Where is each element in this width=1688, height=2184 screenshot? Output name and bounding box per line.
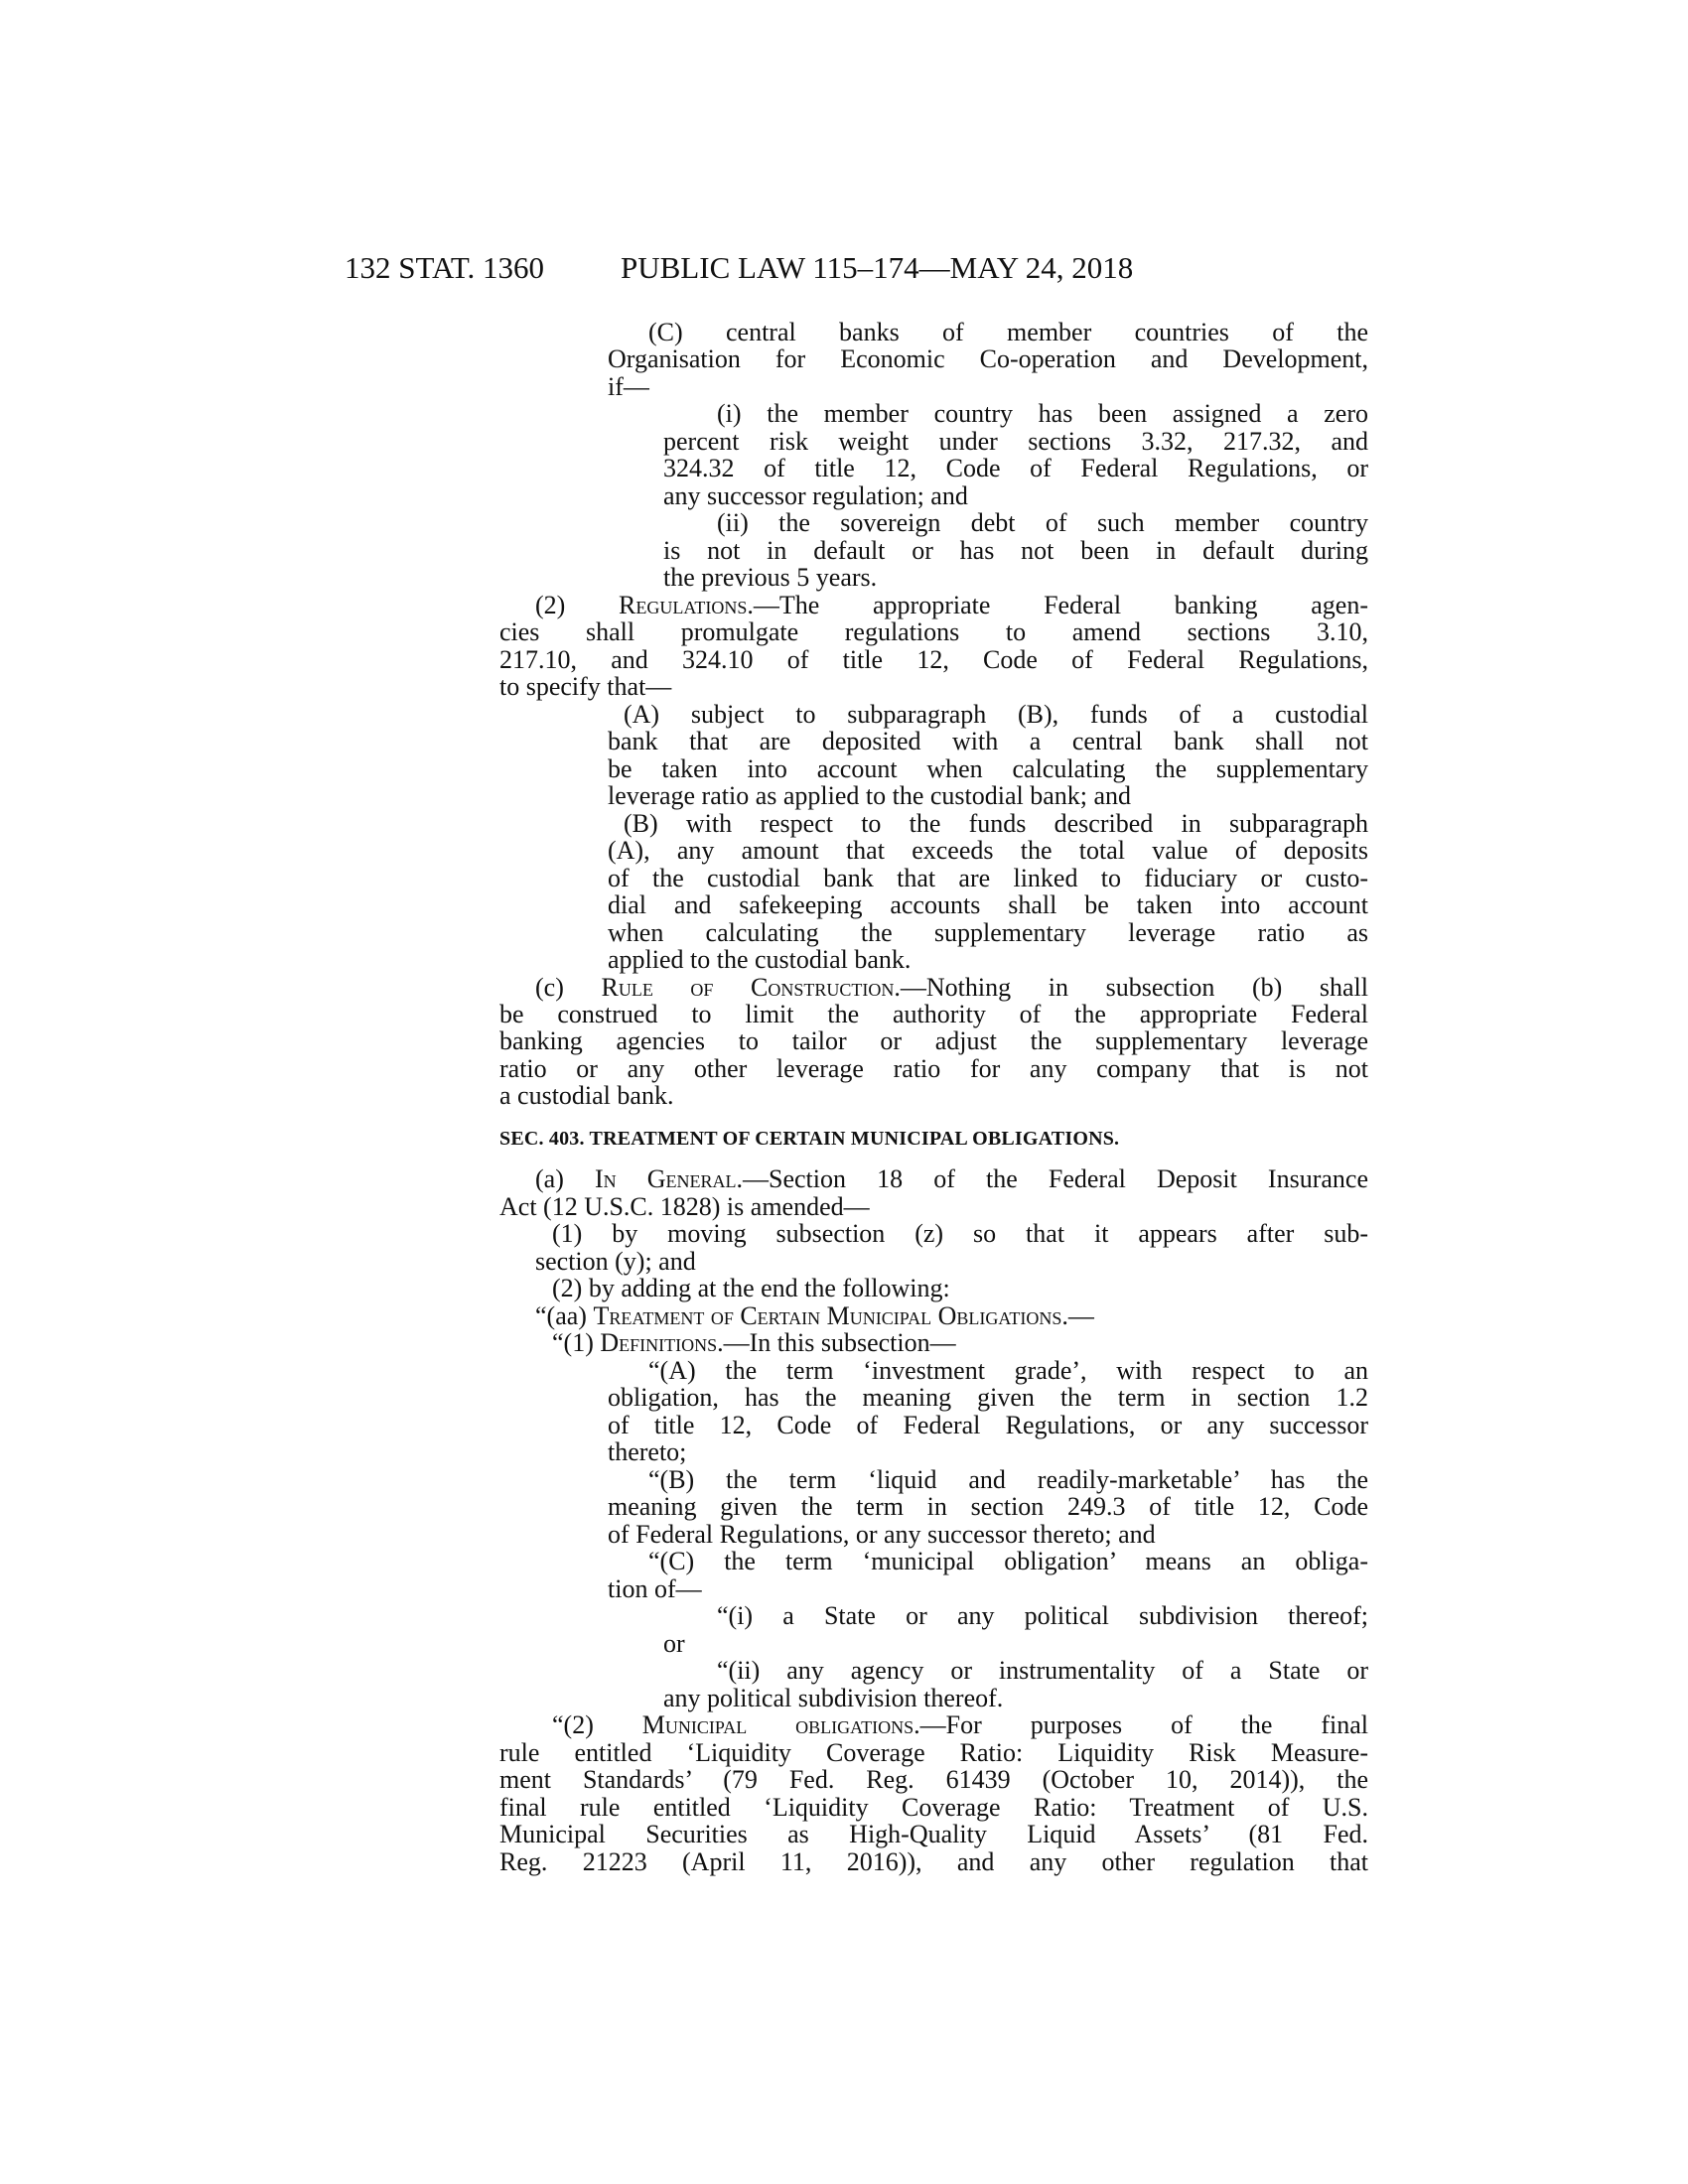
line-text: 324.32 of title 12, Code of Federal Regulations, or [663,454,1368,483]
text-line [608,891,1368,919]
line-text: of Federal Regulations, or any successor thereto; and [608,1519,1156,1549]
text-line [499,1821,1368,1848]
text-line [608,919,1368,947]
line-text: ment Standards’ (79 Fed. Reg. 61439 (October 10, 2014)), the [499,1765,1368,1794]
line-text: “(i) a State or any political subdivision thereof; [717,1601,1368,1630]
line-text: applied to the custodial bank. [608,945,912,975]
text-line [608,1575,1368,1603]
text-line [535,1302,1368,1330]
text-line [648,1357,1368,1385]
line-text: (i) the member country has been assigned a zero [717,399,1368,429]
line-text: “(A) the term ‘investment grade’, with respect to an [648,1355,1368,1385]
section-heading: SEC. 403. TREATMENT OF CERTAIN MUNICIPAL OBLIGATIONS. [499,1128,1120,1150]
line-text: .—In this subsection— [717,1328,956,1357]
line-text: when calculating the supplementary leverage ratio as [608,917,1368,947]
line-text: cies shall promulgate regulations to amend sections 3.10, [499,617,1368,647]
line-text: “(aa) [535,1300,594,1330]
text-line [648,1548,1368,1575]
text-line [624,701,1368,729]
paragraph-heading: Regulations [619,590,748,619]
line-text: be construed to limit the authority of the appropriate Federal [499,1000,1368,1028]
line-text: (1) by moving subsection (z) so that it appears after sub- [552,1219,1368,1248]
line-text: section (y); and [535,1246,696,1276]
line-text: thereto; [608,1437,687,1466]
line-text: (2) by adding at the end the following: [552,1274,950,1302]
line-text: meaning given the term in section 249.3 of title 12, Code [608,1492,1368,1521]
line-text: .—Nothing in subsection (b) shall [894,972,1369,1002]
line-text: any political subdivision thereof. [663,1683,1004,1712]
line-text: (A) subject to subparagraph (B), funds of a custodial [624,699,1368,729]
text-line [499,673,1368,701]
line-text: Reg. 21223 (April 11, 2016)), and any other regulation that [499,1846,1368,1876]
line-text: obligation, has the meaning given the term in section 1.2 [608,1383,1368,1412]
text-line [499,618,1368,646]
text-line [552,1220,1368,1248]
line-text: “(2) [552,1710,642,1739]
text-line [499,1082,1368,1110]
line-text: (c) [535,972,602,1002]
line-text: Municipal Securities as High-Quality Liquid Assets’ (81 Fed. [499,1820,1368,1848]
text-line [608,782,1368,810]
text-line [499,1001,1368,1028]
text-line [663,455,1368,482]
line-text: to specify that— [499,672,672,702]
line-text: of the custodial bank that are linked to fiduciary or custo- [608,863,1368,892]
text-line [499,646,1368,674]
paragraph-heading: In General [594,1164,737,1193]
line-text: (B) with respect to the funds described in subparagraph [624,808,1368,838]
line-text: (A), any amount that exceeds the total value of deposits [608,836,1368,866]
text-line [608,1493,1368,1521]
text-line [499,1766,1368,1794]
line-text: ratio or any other leverage ratio for any company that is not [499,1053,1368,1083]
line-text: “(1) [552,1328,601,1357]
line-text: 217.10, and 324.10 of title 12, Code of Federal Regulations, [499,644,1368,674]
line-text: .—The appropriate Federal banking agen- [747,590,1368,619]
line-text: if— [608,371,649,401]
line-text: Organisation for Economic Co-operation and Development, [608,344,1368,374]
text-line [499,1848,1368,1876]
text-line [717,1602,1368,1630]
line-text: “(C) the term ‘municipal obligation’ means an obliga- [648,1547,1368,1575]
text-line [608,1412,1368,1439]
line-text: .—For purposes of the final [914,1710,1368,1739]
line-text: (C) central banks of member countries of the [648,318,1368,346]
paragraph-heading: Treatment of Certain Municipal Obligations [593,1300,1062,1330]
running-title: PUBLIC LAW 115–174—MAY 24, 2018 [621,250,1134,285]
text-line [663,1630,1368,1658]
line-text: “(B) the term ‘liquid and readily-marketable’ has the [648,1464,1368,1494]
line-text: banking agencies to tailor or adjust the supplementary leverage [499,1026,1368,1056]
line-text: Act (12 U.S.C. 1828) is amended— [499,1191,870,1221]
text-line [648,1466,1368,1494]
line-text: (2) [535,590,620,619]
text-line [608,1438,1368,1466]
text-line [648,319,1368,346]
line-text: rule entitled ‘Liquidity Coverage Ratio: Liquidity Risk Measure- [499,1737,1368,1767]
line-text: .—Section 18 of the Federal Deposit Insurance [736,1164,1368,1193]
text-line [499,1027,1368,1055]
line-text: leverage ratio as applied to the custodial bank; and [608,781,1132,811]
line-text: (a) [535,1164,595,1193]
line-text: the previous 5 years. [663,563,878,593]
text-line [663,428,1368,456]
line-text: is not in default or has not been in default during [663,535,1368,565]
text-line [535,1165,1368,1193]
text-line [663,482,1368,510]
text-line [608,1521,1368,1549]
text-line [663,537,1368,565]
text-line [717,509,1368,537]
text-line [552,1711,1368,1739]
line-text: percent risk weight under sections 3.32, 217.32, and [663,426,1368,456]
text-line [535,592,1368,619]
text-line [535,1248,1368,1276]
text-line [499,1193,1368,1221]
text-line [608,345,1368,373]
paragraph-heading: Definitions [600,1328,718,1357]
line-text: dial and safekeeping accounts shall be taken into account [608,890,1368,920]
line-text: final rule entitled ‘Liquidity Coverage Ratio: Treatment of U.S. [499,1792,1368,1822]
line-text: (ii) the sovereign debt of such member country [717,508,1368,538]
line-text: a custodial bank. [499,1081,674,1111]
text-line [552,1329,1368,1357]
line-text: any successor regulation; and [663,480,968,510]
stat-page-number: 132 STAT. 1360 [345,250,545,285]
line-text: “(ii) any agency or instrumentality of a State or [717,1656,1368,1685]
text-line [717,1657,1368,1685]
paragraph-heading: Municipal obligations [641,1710,914,1739]
text-line [535,974,1368,1002]
line-text: or [663,1628,685,1658]
text-line [499,1794,1368,1822]
text-line [663,564,1368,592]
text-line [717,400,1368,428]
line-text: be taken into account when calculating the supplementary [608,753,1368,783]
text-line [608,1384,1368,1412]
text-line [608,728,1368,755]
text-line [608,865,1368,892]
text-line [499,1055,1368,1083]
text-line [499,1739,1368,1767]
text-line [552,1275,1368,1302]
text-line [608,946,1368,974]
text-line [624,810,1368,838]
line-text: .— [1061,1300,1094,1330]
line-text: tion of— [608,1573,702,1603]
paragraph-heading: Rule of Construction [601,972,895,1002]
text-line [608,837,1368,865]
text-line [608,755,1368,783]
text-line [663,1685,1368,1712]
text-line [608,373,1368,401]
line-text: of title 12, Code of Federal Regulations, or any successor [608,1410,1368,1439]
line-text: bank that are deposited with a central bank shall not [608,727,1368,756]
